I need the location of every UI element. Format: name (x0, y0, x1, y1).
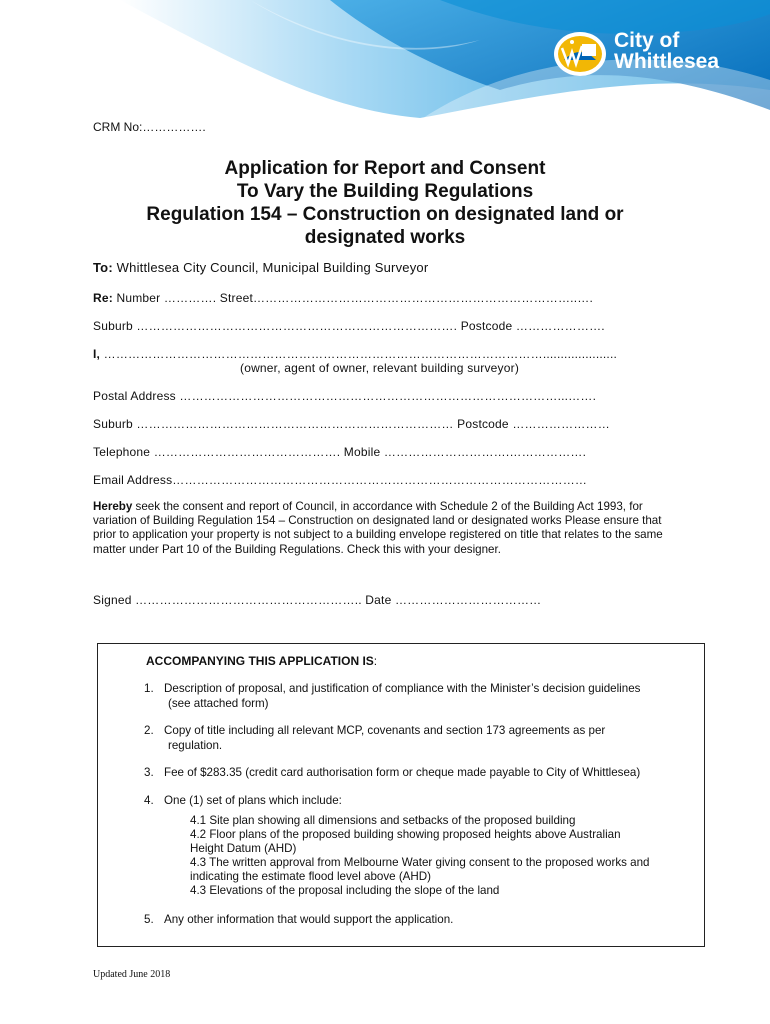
title-line-4: designated works (304, 227, 466, 248)
subitem-4-4: 4.3 Elevations of the proposal including the slope of the land (190, 884, 500, 897)
brand-line-1: City of (614, 29, 680, 52)
subitem-4-1: 4.1 Site plan showing all dimensions and setbacks of the proposed building (190, 814, 576, 827)
crm-number: CRM No:……………. (93, 120, 206, 134)
city-logo (552, 30, 608, 78)
subitem-4-3-cont: indicating the estimate flood level above (AHD) (190, 870, 432, 883)
applicant-line (93, 347, 617, 361)
applicant-label: I, (93, 347, 101, 361)
email-field[interactable]: Email Address………………………………………………………………………………………… (93, 473, 588, 487)
applicant-field[interactable]: ………………………………………………………………………………………………..................... (103, 347, 618, 361)
subitem-4-2-cont: Height Datum (AHD) (190, 842, 297, 855)
postal-address-field[interactable]: Postal Address …………………………………………………………………………………...……. (93, 389, 597, 403)
document-title (93, 157, 677, 249)
brand-line-2: Whittlesea (614, 50, 720, 73)
footer-updated: Updated June 2018 (93, 969, 171, 980)
accompanying-heading: ACCOMPANYING THIS APPLICATION IS: (146, 654, 378, 668)
re-label: Re: (93, 291, 113, 305)
list-item-3: 3. Fee of $283.35 (credit card authorisation form or cheque made payable to City of Whittlesea) (144, 766, 641, 779)
title-line-2: To Vary the Building Regulations (236, 181, 534, 202)
list-item-1: 1. Description of proposal, and justification of compliance with the Minister’s decision guidelines (see attached form) (144, 682, 641, 710)
list-item-5: 5. Any other information that would support the application. (144, 913, 454, 926)
to-line (93, 260, 428, 275)
hereby-text: seek the consent and report of Council, in accordance with Schedule 2 of the Building Act 1993, for variation of Building Regulation 154 – Construction on designated land or designated works Please ensure that prior to application your property is not subject to a building envelope registered on title that relates to the same matter under Part 10 of the Building Regulations. Check this with your designer. (93, 500, 663, 556)
subitem-4-2: 4.2 Floor plans of the proposed building showing proposed heights above Australian (190, 828, 621, 841)
signed-date-field[interactable]: Signed ……………………………………………….. Date ……………………………… (93, 593, 542, 607)
suburb-field-2[interactable]: Suburb …………………………………………………………………… Postcode …………………… (93, 417, 610, 431)
re-line (93, 291, 593, 305)
owner-note: (owner, agent of owner, relevant building surveyor) (240, 361, 520, 375)
subitem-4-3: 4.3 The written approval from Melbourne Water giving consent to the proposed works and (190, 856, 650, 869)
title-line-3: Regulation 154 – Construction on designated land or (146, 204, 624, 225)
telephone-field[interactable]: Telephone ………………………………………. Mobile ………………………….………………. (93, 445, 587, 459)
list-item-4: 4. One (1) set of plans which include: (144, 794, 342, 807)
accompanying-box (97, 643, 705, 947)
title-line-1: Application for Report and Consent (224, 158, 546, 179)
re-field[interactable]: Number …………. Street……………………………………………………………………..…. (116, 291, 593, 305)
hereby-paragraph (93, 500, 680, 557)
suburb-field-1[interactable]: Suburb ……………………………………………………………………. Postcode …………………. (93, 319, 605, 333)
brand-name (614, 30, 719, 72)
hereby-lead: Hereby (93, 500, 133, 513)
header-banner (0, 0, 770, 120)
to-label: To: (93, 260, 113, 275)
list-item-2: 2. Copy of title including all relevant MCP, covenants and section 173 agreements as per regulation. (144, 724, 606, 752)
to-value: Whittlesea City Council, Municipal Building Surveyor (116, 260, 429, 275)
